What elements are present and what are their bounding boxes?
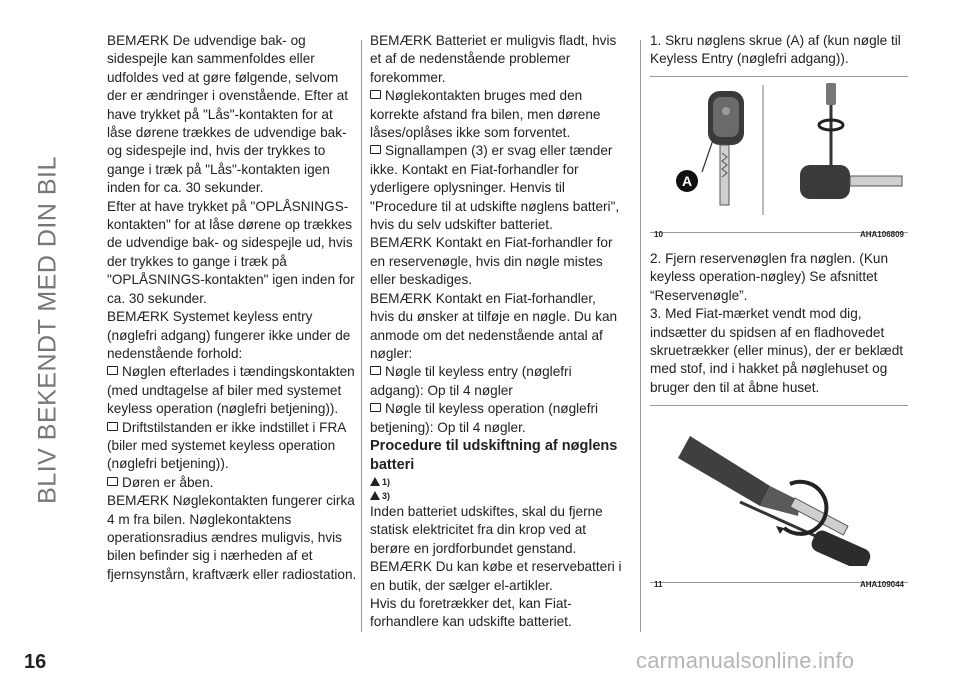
checkbox-bullet-icon bbox=[370, 403, 381, 412]
figure-11 bbox=[650, 405, 908, 589]
key-fob-icon bbox=[702, 91, 744, 205]
bullet-item: Nøglekontakten bruges med den korrekte afstand fra bilen, men dørene låses/oplåses ikke som forventet. bbox=[370, 88, 601, 141]
column-1 bbox=[107, 32, 359, 584]
paragraph: BEMÆRK Nøglekontakten fungerer cirka 4 m fra bilen. Nøglekontaktens operationsradius ændres muligvis, hvis bilen befinder sig i nærheden af et fjernsynstårn, kraftværk eller radiostation. bbox=[107, 493, 357, 582]
checkbox-bullet-icon bbox=[107, 366, 118, 375]
checkbox-bullet-icon bbox=[107, 477, 118, 486]
column-divider bbox=[361, 40, 362, 632]
figure-code: AHA109044 bbox=[859, 580, 904, 589]
svg-text:A: A bbox=[681, 173, 693, 189]
chapter-title: BLIV BEKENDT MED DIN BIL bbox=[33, 156, 62, 504]
paragraph: BEMÆRK Kontakt en Fiat-forhandler, hvis du ønsker at tilføje en nøgle. Du kan anmode om det nedenstående antal af nøgler: bbox=[370, 290, 618, 361]
label-a-badge bbox=[676, 170, 698, 192]
column-3-continued bbox=[650, 250, 908, 397]
watermark: carmanualsonline.info bbox=[636, 648, 855, 673]
bullet-item: Nøgle til keyless operation (nøglefri betjening): Op til 4 nøgler. bbox=[370, 401, 599, 435]
opening-case-illustration bbox=[650, 406, 908, 566]
checkbox-bullet-icon bbox=[107, 422, 118, 431]
figure-number: 11 bbox=[654, 580, 663, 589]
figure-10 bbox=[650, 76, 908, 239]
checkbox-bullet-icon bbox=[370, 366, 381, 375]
paragraph: BEMÆRK Kontakt en Fiat-forhandler for en reservenøgle, hvis din nøgle mistes eller beskadiges. bbox=[370, 235, 613, 288]
column-2 bbox=[370, 32, 622, 632]
figure-code: AHA106809 bbox=[859, 230, 904, 239]
page-number: 16 bbox=[24, 651, 47, 673]
paragraph: Inden batteriet udskiftes, skal du fjerne statisk elektricitet fra din krop ved at berøre en jordforbundet genstand. bbox=[370, 503, 603, 556]
paragraph: Hvis du foretrækker det, kan Fiat-forhandlere kan udskifte batteriet. bbox=[370, 595, 572, 630]
bullet-item: Nøglen efterlades i tændingskontakten (med undtagelse af biler med systemet keyless operation (nøglefri betjening)). bbox=[107, 364, 355, 417]
bullet-item: Døren er åben. bbox=[107, 474, 359, 492]
paragraph: BEMÆRK Batteriet er muligvis fladt, hvis et af de nedenstående problemer forekommer. bbox=[370, 33, 617, 85]
paragraph: 2. Fjern reservenøglen fra nøglen. (Kun keyless operation-nøgley) Se afsnittet “Reservenøgle”. bbox=[650, 251, 889, 303]
bullet-item: Signallampen (3) er svag eller tænder ikke. Kontakt en Fiat-forhandler for yderligere oplysninger. Henvis til "Procedure til at udskifte nøglens batteri", hvis du selv udskifter batteriet. bbox=[370, 143, 620, 233]
warning-ref: 3) bbox=[370, 489, 622, 503]
bullet-item: Driftstilstanden er ikke indstillet i FRA (biler med systemet keyless operation (nøglefri betjening)). bbox=[107, 419, 346, 472]
paragraph: 3. Med Fiat-mærket vendt mod dig, indsætter du spidsen af en fladhovedet skruetrækker (eller minus), der er beklædt med stof, ind i hakket på nøglehuset og bruger den til at åbne huset. bbox=[650, 306, 904, 395]
bullet-item: Nøgle til keyless entry (nøglefri adgang): Op til 4 nøgler bbox=[370, 364, 572, 398]
paragraph: BEMÆRK De udvendige bak- og sidespejle kan sammenfoldes eller udfoldes ved at gøre følgende, selvom der er ændringer i ovenstående. Efter at have trykket på "Lås"-kontakten for at låse dørene trækkes de udvendige bak- og sidespejle ind, hvis der trykkes to gange i træk på "Lås"-kontakten igen inden for ca. 30 sekunder. bbox=[107, 33, 349, 196]
warning-icon bbox=[370, 491, 380, 500]
warning-icon bbox=[370, 477, 380, 486]
figure-number: 10 bbox=[654, 230, 663, 239]
screwdriver-key-icon bbox=[800, 83, 902, 199]
paragraph: BEMÆRK Du kan købe et reservebatteri i en butik, der sælger el-artikler. bbox=[370, 559, 622, 593]
checkbox-bullet-icon bbox=[370, 145, 381, 154]
paragraph: 1. Skru nøglens skrue (A) af (kun nøgle til Keyless Entry (nøglefri adgang)). bbox=[650, 33, 901, 67]
paragraph: BEMÆRK Systemet keyless entry (nøglefri adgang) fungerer ikke under de nedenstående forhold: bbox=[107, 309, 351, 361]
column-3 bbox=[650, 32, 908, 69]
key-illustration bbox=[650, 77, 908, 217]
section-heading: Procedure til udskiftning af nøglens batteri bbox=[370, 437, 618, 473]
warning-ref: 1) bbox=[370, 475, 622, 489]
column-divider bbox=[640, 40, 641, 632]
checkbox-bullet-icon bbox=[370, 90, 381, 99]
paragraph: Efter at have trykket på "OPLÅSNINGS-kontakten" for at låse dørene op trækkes de udvendige bak- og sidespejle ud, hvis der trykkes to gange i træk på "OPLÅSNINGS-kontakten" igen inden for ca. 30 sekunder. bbox=[107, 198, 355, 306]
